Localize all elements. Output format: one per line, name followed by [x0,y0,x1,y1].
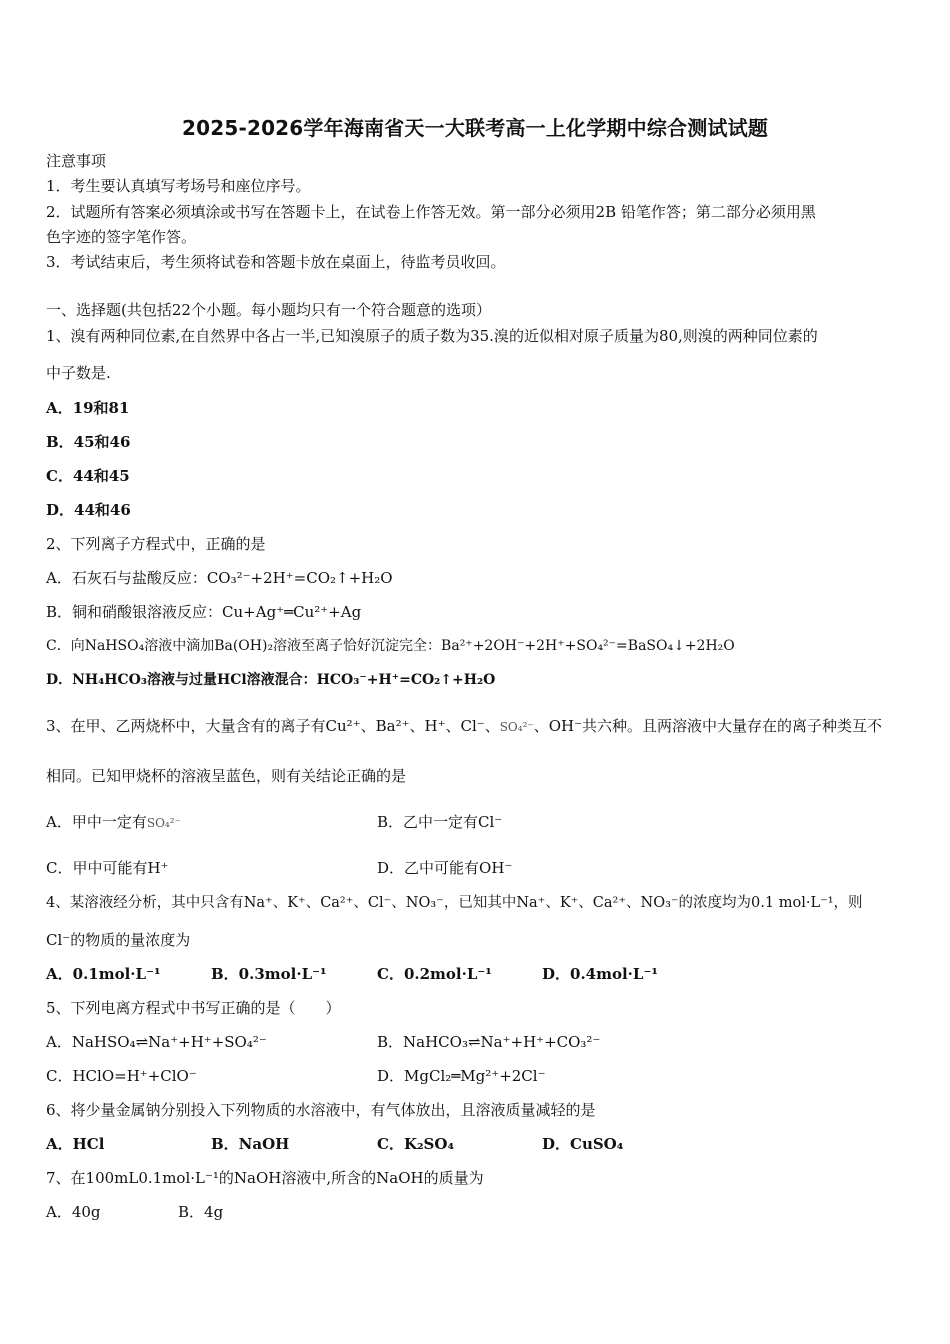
q4-option-b[interactable]: B．0.3mol·L⁻¹ [211,965,327,983]
q7-option-a[interactable]: A．40g [46,1203,101,1221]
q7-option-b[interactable]: B．4g [178,1203,224,1221]
q5-option-d[interactable]: D．MgCl₂═Mg²⁺+2Cl⁻ [377,1067,546,1085]
q4-stem-cont: Cl⁻的物质的量浓度为 [46,931,191,949]
q3-option-a-text: A．甲中一定有 [46,813,147,831]
q5-option-b[interactable]: B．NaHCO₃⇌Na⁺+H⁺+CO₃²⁻ [377,1033,601,1051]
q6-option-b[interactable]: B．NaOH [211,1135,290,1153]
q3-option-a[interactable] [46,812,181,833]
q3-stem-a: 3、在甲、乙两烧杯中，大量含有的离子有Cu²⁺、Ba²⁺、H⁺、Cl⁻、 [46,717,500,735]
q1-stem: 1、溴有两种同位素,在自然界中各占一半,已知溴原子的质子数为35.溴的近似相对原子质量为80,则溴的两种同位素的 [46,327,818,345]
q3-option-d[interactable]: D．乙中可能有OH⁻ [377,859,513,877]
q3-option-b[interactable]: B．乙中一定有Cl⁻ [377,813,503,831]
q5-stem: 5、下列电离方程式中书写正确的是（ ） [46,999,341,1017]
q6-stem: 6、将少量金属钠分别投入下列物质的水溶液中，有气体放出，且溶液质量减轻的是 [46,1101,596,1119]
q6-option-c[interactable]: C．K₂SO₄ [377,1135,455,1153]
q7-stem: 7、在100mL0.1mol·L⁻¹的NaOH溶液中,所含的NaOH的质量为 [46,1169,484,1187]
sulfate-symbol: SO₄²⁻ [146,816,181,830]
notice-item: 2．试题所有答案必须填涂或书写在答题卡上，在试卷上作答无效。第一部分必须用2B 铅笔作答；第二部分必须用黑 [46,203,816,221]
q3-stem-cont: 相同。已知甲烧杯的溶液呈蓝色，则有关结论正确的是 [46,767,407,785]
q1-option-c[interactable]: C．44和45 [46,467,130,485]
q2-option-b[interactable]: B．铜和硝酸银溶液反应：Cu+Ag⁺═Cu²⁺+Ag [46,603,362,621]
q4-option-d[interactable]: D．0.4mol·L⁻¹ [542,965,658,983]
section-heading: 一、选择题(共包括22个小题。每小题均只有一个符合题意的选项） [46,301,491,319]
q2-option-c[interactable]: C．向NaHSO₄溶液中滴加Ba(OH)₂溶液至离子恰好沉淀完全：Ba²⁺+2OH⁻+2H⁺+SO₄²⁻=BaSO₄↓+2H₂O [46,638,735,654]
q6-option-a[interactable]: A．HCl [46,1135,105,1153]
q4-stem: 4、某溶液经分析，其中只含有Na⁺、K⁺、Ca²⁺、Cl⁻、NO₃⁻，已知其中Na⁺、K⁺、Ca²⁺、NO₃⁻的浓度均为0.1 mol·L⁻¹，则 [46,895,863,911]
q4-option-c[interactable]: C．0.2mol·L⁻¹ [377,965,492,983]
q1-option-d[interactable]: D．44和46 [46,501,131,519]
q5-option-a[interactable]: A．NaHSO₄⇌Na⁺+H⁺+SO₄²⁻ [46,1033,267,1051]
q2-option-d[interactable]: D．NH₄HCO₃溶液与过量HCl溶液混合：HCO₃⁻+H⁺=CO₂↑+H₂O [46,672,496,688]
q6-option-d[interactable]: D．CuSO₄ [542,1135,624,1153]
q3-stem [46,716,882,737]
page-title: 2025-2026学年海南省天一大联考高一上化学期中综合测试试题 [181,116,769,140]
notice-item: 色字迹的签字笔作答。 [46,228,197,246]
sulfate-symbol: SO₄²⁻ [499,720,534,734]
notice-item: 1．考生要认真填写考场号和座位序号。 [46,177,311,195]
q2-option-a[interactable]: A．石灰石与盐酸反应：CO₃²⁻+2H⁺=CO₂↑+H₂O [46,569,393,587]
q1-option-a[interactable]: A．19和81 [46,399,130,417]
q2-stem: 2、下列离子方程式中，正确的是 [46,535,266,553]
q1-stem-cont: 中子数是. [46,364,111,382]
notice-item: 3．考试结束后，考生须将试卷和答题卡放在桌面上，待监考员收回。 [46,253,506,271]
q5-option-c[interactable]: C．HClO=H⁺+ClO⁻ [46,1067,197,1085]
q3-option-c[interactable]: C．甲中可能有H⁺ [46,859,169,877]
q1-option-b[interactable]: B．45和46 [46,433,131,451]
q3-stem-b: 、OH⁻共六种。且两溶液中大量存在的离子种类互不 [533,717,883,735]
notice-heading: 注意事项 [46,152,107,170]
q4-option-a[interactable]: A．0.1mol·L⁻¹ [46,965,161,983]
